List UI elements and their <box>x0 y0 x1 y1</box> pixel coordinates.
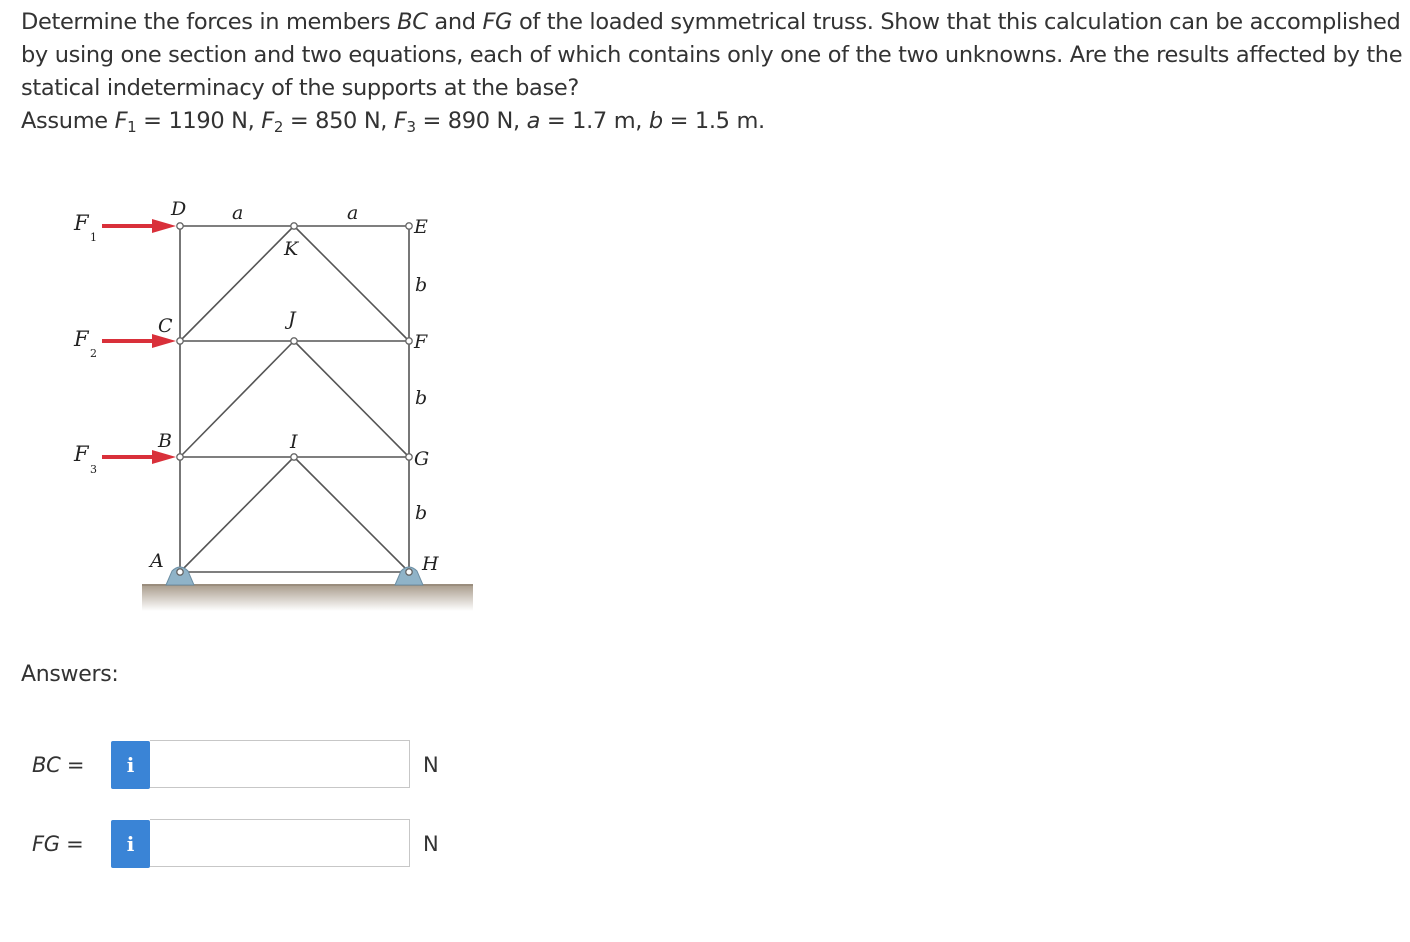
member-IH <box>294 457 409 572</box>
answer-label-fg <box>32 819 92 869</box>
node-label-K: K <box>284 238 299 260</box>
fg-answer-input[interactable] <box>150 819 410 867</box>
f3-value: = 890 N, <box>415 108 527 134</box>
joint-H <box>406 569 412 575</box>
ground <box>142 585 473 611</box>
f3-subscript: 3 <box>406 118 416 136</box>
f1-subscript: 1 <box>127 118 137 136</box>
member-BJ <box>180 341 294 457</box>
f3-symbol: F <box>393 108 407 134</box>
joint-F <box>406 338 412 344</box>
answers-heading: Answers: <box>21 662 119 687</box>
info-icon[interactable]: i <box>111 820 150 868</box>
bc-answer-input[interactable] <box>150 740 410 788</box>
force-label-F3: F <box>74 442 89 466</box>
dim-label-b-top: b <box>415 274 428 296</box>
info-icon[interactable]: i <box>111 741 150 789</box>
force-label-F2: F <box>74 327 89 351</box>
member-fg-label: FG <box>482 9 513 35</box>
equals-sign: = <box>59 832 84 856</box>
question-text-part: of the loaded symmetrical truss. Show that this calculation can be accomplished by using one section and two equations, each of which contains only one of the two unknowns. Are the results affected by the statical indeterminacy of the supports at the base? <box>21 9 1403 101</box>
node-label-F: F <box>414 331 428 353</box>
assume-prefix: Assume <box>21 108 115 134</box>
joint-G <box>406 454 412 460</box>
f1-value: = 1190 N, <box>136 108 262 134</box>
joint-J <box>291 338 297 344</box>
joint-C <box>177 338 183 344</box>
a-symbol: a <box>526 108 541 134</box>
dim-label-a-right: a <box>347 202 359 224</box>
joint-A <box>177 569 183 575</box>
node-label-E: E <box>414 216 428 238</box>
a-value: = 1.7 m, <box>540 108 649 134</box>
f1-symbol: F <box>114 108 128 134</box>
b-symbol: b <box>648 108 663 134</box>
member-KF <box>294 226 409 341</box>
node-label-C: C <box>158 315 173 337</box>
dim-label-b-bottom: b <box>415 502 428 524</box>
node-label-B: B <box>158 430 172 452</box>
node-label-G: G <box>414 448 430 470</box>
f2-symbol: F <box>261 108 274 134</box>
unit-label-bc: N <box>423 753 439 777</box>
force-sub-F2: 2 <box>90 347 97 360</box>
truss-members <box>180 226 409 572</box>
member-CK <box>180 226 294 341</box>
dim-label-b-middle: b <box>415 387 428 409</box>
joint-D <box>177 223 183 229</box>
unit-label-fg: N <box>423 832 439 856</box>
joint-E <box>406 223 412 229</box>
f2-value: = 850 N, <box>283 108 394 134</box>
node-label-D: D <box>171 198 187 220</box>
arrow-F1-head <box>152 219 176 233</box>
force-sub-F1: 1 <box>90 231 97 244</box>
truss-joints <box>177 223 412 575</box>
answer-label-bc-text: BC <box>32 753 61 777</box>
node-label-A: A <box>150 550 164 572</box>
node-label-I: I <box>290 431 298 453</box>
member-bc-label: BC <box>397 9 428 35</box>
equals-sign: = <box>60 753 85 777</box>
joint-K <box>291 223 297 229</box>
answer-label-fg-text: FG <box>32 832 60 856</box>
joint-I <box>291 454 297 460</box>
force-arrows <box>102 219 176 464</box>
dim-label-a-left: a <box>232 202 244 224</box>
answer-label-bc <box>32 740 92 790</box>
member-JG <box>294 341 409 457</box>
question-text-part: Determine the forces in members <box>21 9 398 35</box>
arrow-F3-head <box>152 450 176 464</box>
force-label-F1: F <box>74 211 89 235</box>
node-label-J: J <box>288 308 296 330</box>
joint-B <box>177 454 183 460</box>
question-text-part: and <box>427 9 483 35</box>
node-label-H: H <box>422 553 439 575</box>
b-value: = 1.5 m. <box>662 108 765 134</box>
f2-subscript: 2 <box>273 118 284 136</box>
member-AI <box>180 457 294 572</box>
force-sub-F3: 3 <box>90 463 97 476</box>
